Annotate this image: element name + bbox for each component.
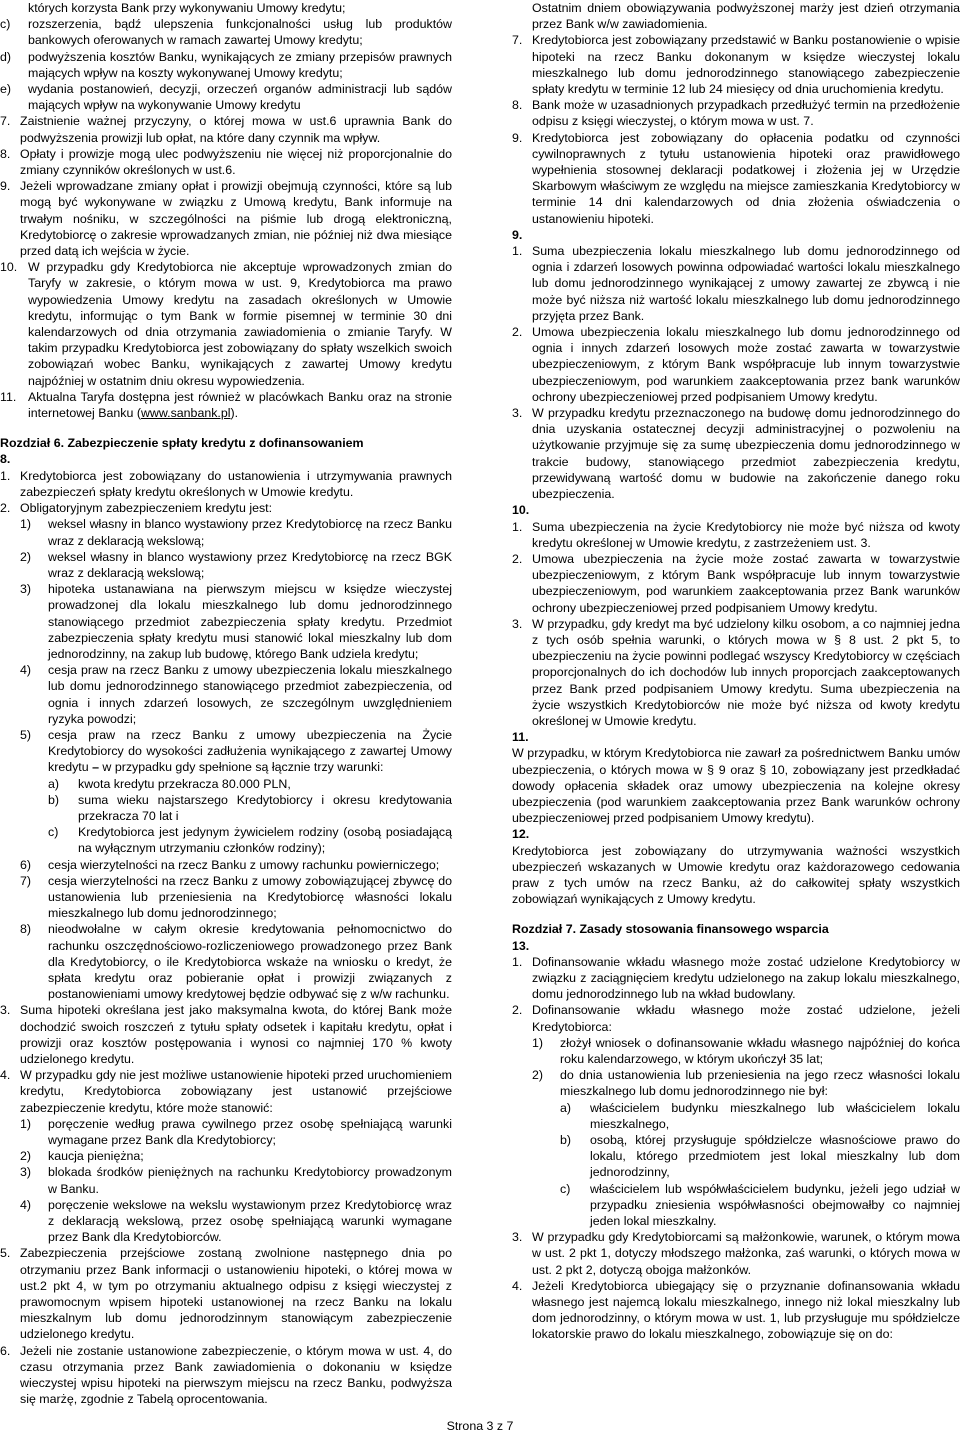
section-13-2-2-item-text: właścicielem lub współwłaścicielem budynku, jeżeli jego udział w przypadku zniesienia współwłasności obejmowałby co najmniej jeden lokal mieszkalny. (590, 1181, 960, 1229)
section-8-heading: 8. (0, 452, 11, 467)
item-number: 9. (512, 130, 523, 145)
section-13-item-3 (512, 1229, 960, 1278)
paragraph-number: 9. (0, 179, 11, 194)
item-number: b) (560, 1133, 572, 1148)
section-13-2-2-item-text: osobą, której przysługuje spółdzielcze własnościowe prawo do lokalu, którego przedmiotem jest lokal mieszkalny lub dom jednorodzinny, (590, 1133, 960, 1180)
temporary-security-item (20, 1197, 452, 1246)
section-8-item-2-text: Obligatoryjnym zabezpieczeniem kredytu jest: (20, 501, 273, 516)
chapter-7-heading: Rozdział 7. Zasady stosowania finansowego wsparcia (512, 922, 829, 937)
section-10-item (512, 519, 960, 551)
item-number: 2) (532, 1068, 544, 1083)
reason-list-item (0, 81, 452, 113)
section-11-heading: 11. (512, 730, 529, 745)
section-8-item-9 (512, 130, 960, 227)
item-number: 6) (20, 857, 32, 872)
temporary-security-item (20, 1148, 452, 1164)
section-10-item (512, 616, 960, 729)
item-number: 2. (512, 1003, 523, 1018)
paragraph-9 (0, 178, 452, 259)
security-list-b-item-text: nieodwołalne w całym okresie kredytowania pełnomocnictwo do rachunku oszczędnościowo-rozliczeniowego prowadzonego przez Bank dla Kredytobiorcy, o ile Kredytobiorca wskaże na wniosku o kredyt, że spłata kredytu oraz pobieranie opłat i prowizji związanych z postanowieniami umowy kredytowej będzie odbywać się z w/w rachunku. (48, 922, 452, 1002)
temporary-security-item-text: kaucja pieniężna; (48, 1149, 144, 1164)
item-number: 3. (512, 1230, 523, 1245)
section-12-text: Kredytobiorca jest zobowiązany do utrzymywania ważności wszystkich ubezpieczeń wskazanych w Umowie kredytu oraz każdorazowego cedowania praw z tych umów na rzecz Banku, aż do całkowitej spłaty wszystkich zobowiązań wynikających z Umowy kredytu. (512, 843, 960, 907)
page-number-footer: Strona 3 z 7 (446, 1418, 514, 1433)
temporary-security-item (20, 1164, 452, 1196)
item-number: 4. (0, 1068, 11, 1083)
section-13-item-4-text: Jeżeli Kredytobiorca ubiegający się o przyznanie dofinansowania wkładu własnego jest najemcą lokalu mieszkalnego, innego niż lokal mieszkalny lub dom jednorodzinny, o którym mowa w ust. 1, lub przysługuje mu spółdzielcze lokatorskie prawo do lokalu mieszkalnego, zobowiązuje się on do: (532, 1278, 960, 1342)
item-number: d) (0, 49, 12, 64)
section-9-item (512, 324, 960, 405)
paragraph-11-post: ). (230, 406, 239, 421)
temporary-security-item-text: poręczenie według prawa cywilnego przez osobę spełniającą warunki wymagane przez Bank dla Kredytobiorcy; (48, 1116, 452, 1148)
item-number: 1. (512, 519, 523, 534)
item-number: 3) (20, 1165, 32, 1180)
section-11-text: W przypadku, w którym Kredytobiorca nie zawarł za pośrednictwem Banku umów ubezpieczenia, o których mowa w § 9 oraz § 10, zobowiązany jest przedkładać dowody opłacenia składek oraz umowy ubezpieczenia na kolejne okresy ubezpieczenia (pod warunkiem zaakceptowania przez Bank warunków ochrony ubezpieczeniowej przed podpisaniem Umowy kredytu). (512, 746, 960, 826)
section-12-heading: 12. (512, 827, 530, 842)
life-insurance-condition-item (48, 792, 452, 824)
item-5-post: w przypadku gdy spełnione są łącznie trzy warunki: (98, 760, 384, 775)
item-number: 5) (20, 727, 32, 742)
section-10-item-text: Suma ubezpieczenia na życie Kredytobiorcy nie może być niższa od kwoty kredytu określonej w Umowie kredytu, z zastrzeżeniem ust. 3. (532, 519, 960, 550)
item-number: 4. (512, 1278, 523, 1293)
security-list-b-item-text: cesja wierzytelności na rzecz Banku z umowy zobowiązującej zbywcę do ustanowienia lub przeniesienia na Kredytobiorcę własności lokalu mieszkalnego lub domu jednorodzinnego; (48, 873, 452, 921)
section-9-heading: 9. (512, 227, 523, 242)
item-number: 2. (512, 325, 523, 340)
item-number: a) (48, 776, 60, 791)
item-number: 1) (532, 1035, 544, 1050)
section-13-item-1 (512, 954, 960, 1003)
paragraph-11-pre: Aktualna Taryfa dostępna jest również w placówkach Banku oraz na stronie internetowej Banku ( (28, 389, 452, 421)
section-8-item-6 (0, 1343, 452, 1408)
reason-list-item (0, 49, 452, 81)
section-8-item-7 (512, 32, 960, 97)
paragraph-9-text: Jeżeli wprowadzane zmiany opłat i prowizji obejmują czynności, które są lub mogą być wykonywane w związku z Umową kredytu, Bank informuje na trwałym nośniku, w szczególności na piśmie lub drogą elektroniczną, Kredytobiorcę o zakresie wprowadzanych zmian, nie później niż dwa miesiące przed datą ich wejścia w życie. (20, 179, 452, 259)
section-8-item-7-text: Kredytobiorca jest zobowiązany przedstawić w Banku postanowienie o wpisie hipoteki na rzecz Banku dokonanym w księdze wieczystej lokalu mieszkalnego lub domu jednorodzinnego stanowiącego zabezpieczenie spłaty kredytu w terminie 12 lub 24 miesięcy od dnia uruchomienia kredytu. (532, 33, 960, 97)
item-number: 1) (20, 1116, 32, 1131)
item-number: 3. (0, 1003, 11, 1018)
item-number: 3. (512, 406, 523, 421)
item-number: 6. (0, 1343, 11, 1358)
item-number: 3. (512, 616, 523, 631)
right-column (512, 0, 960, 1343)
section-9-item-text: W przypadku kredytu przeznaczonego na budowę domu jednorodzinnego do dnia uzyskania ostatecznej decyzji administracyjnej o pozwoleniu na użytkowanie przyjmuje się za sumę ubezpieczenia domu jednorodzinnego w trakcie budowy, stanowiącego przedmiot zabezpieczenia kredytu, przewidywaną wartość domu w budowie na zakończenie danego roku ubezpieczenia. (532, 406, 960, 502)
section-8-item-6-text: Jeżeli nie zostanie ustanowione zabezpieczenie, o którym mowa w ust. 4, do czasu otrzymania przez Bank zawiadomienia o dokonaniu w księdze wieczystej wpisu hipoteki na pierwszym miejscu na rzecz Banku, podwyższa się marżę, zgodnie z Tabelą oprocentowania. (20, 1343, 452, 1407)
temporary-security-item-text: poręczenie wekslowe na wekslu wystawionym przez Kredytobiorcę wraz z deklaracją wekslową, przez osobę spełniającą warunki wymagane przez Bank dla Kredytobiorców. (48, 1197, 452, 1245)
item-number: a) (560, 1100, 572, 1115)
item-number: 1. (0, 468, 11, 483)
left-column (0, 0, 452, 1407)
section-13-2-2-item (560, 1100, 960, 1132)
security-list-item (20, 549, 452, 581)
section-13-item-4 (512, 1278, 960, 1343)
section-8-item-1 (0, 468, 452, 500)
section-13-2-2-item (560, 1181, 960, 1230)
chapter-6-heading: Rozdział 6. Zabezpieczenie spłaty kredytu z dofinansowaniem (0, 436, 364, 451)
reason-list-item-text: wydania postanowień, decyzji, orzeczeń organów administracji lub sądów mających wpływ na wykonywanie Umowy kredytu (28, 82, 452, 113)
section-9-item-text: Suma ubezpieczenia lokalu mieszkalnego lub domu jednorodzinnego od ognia i zdarzeń losowych powinna odpowiadać wartości lokalu mieszkalnego lub domu jednorodzinnego wynikającej z umowy zawartej ze zbywcą i nie może być niższa niż wartość lokalu mieszkalnego lub domu jednorodzinnego przyjęta przez Bank. (532, 244, 960, 323)
life-insurance-condition-item-text: Kredytobiorca jest jedynym żywicielem rodziny (osobą posiadającą na wyłącznym utrzymaniu członków rodziny); (78, 825, 452, 856)
item-number: c) (560, 1181, 571, 1196)
section-13-2-2-item (560, 1132, 960, 1181)
item-5-pre: cesja praw na rzecz Banku z umowy ubezpieczenia na Życie Kredytobiorcy do wysokości zadłużenia wynikającego z zawartej Umowy kredytu (48, 727, 452, 775)
item-number: 7) (20, 873, 32, 888)
reason-list-item-text: rozszerzenia, bądź ulepszenia funkcjonalności usług lub produktów bankowych oferowanych w ramach zawartej Umowy kredytu; (28, 17, 452, 48)
section-8-item-8-text: Bank może w uzasadnionych przypadkach przedłużyć termin na przedłożenie odpisu z księgi wieczystej, o którym mowa w ust. 7. (532, 98, 960, 129)
item-number: 1) (20, 517, 32, 532)
section-13-2-item-text: złożył wniosek o dofinansowanie wkładu własnego najpóźniej do końca roku kalendarzowego, w którym ukończył 35 lat; (560, 1035, 960, 1066)
item-number: 2. (0, 501, 11, 516)
section-10-item-text: W przypadku, gdy kredyt ma być udzielony kilku osobom, a co najmniej jedna z tych osób spełnia warunki, o których mowa w § 8 ust. 2 pkt 5, to ubezpieczeniu na życie powinni podlegać wszyscy Kredytobiorcy w częściach proporcjonalnych do ich dochodów lub innych proporcjach zaakceptowanych przez Bank przed podpisaniem Umowy kredytu. Suma ubezpieczenia na życie wszystkich Kredytobiorców nie może być niższa od kwoty kredytu określonej w Umowie kredytu. (532, 616, 960, 728)
section-13-item-3-text: W przypadku gdy Kredytobiorcami są małżonkowie, warunek, o którym mowa w ust. 2 pkt 1, dotyczy młodszego małżonka, zaś warunki, o których mowa w ust. 2 pkt 2, dotyczą obojga małżonków. (532, 1230, 960, 1277)
section-8-2-item-5 (20, 727, 452, 776)
section-8-item-9-text: Kredytobiorca jest zobowiązany do opłacenia podatku od czynności cywilnoprawnych z tytułu ustanowienia hipoteki oraz prawidłowego wypełnienia stosownej deklaracji podatkowej i złożenia jej w Urzędzie Skarbowym właściwym ze względu na miejsce zamieszkania Kredytobiorcy w terminie 14 dni kalendarzowych od dnia złożenia oświadczenia o ustanowieniu hipoteki. (532, 130, 960, 226)
section-10-heading: 10. (512, 503, 530, 518)
sanbank-link[interactable]: www.sanbank.pl (140, 406, 231, 421)
section-8-item-4-text: W przypadku gdy nie jest możliwe ustanowienie hipoteki przed uruchomieniem kredytu, Kredytobiorca zobowiązany jest ustanowić przejściowe zabezpieczenie kredytu, które może stanowić: (20, 1068, 452, 1115)
section-8-item-5-text: Zabezpieczenia przejściowe zostaną zwolnione następnego dnia po otrzymaniu przez Bank informacji o ustanowieniu hipoteki, o której mowa w ust.2 pkt 4, w tym po otrzymaniu aktualnego odpisu z księgi wieczystej z prawomocnym wpisem hipoteki ustanowionej na rzecz Banku na lokalu mieszkalnym lub domu jednorodzinnym stanowiącym zabezpieczenie udzielonego kredytu. (20, 1246, 452, 1342)
item-number: 2) (20, 549, 32, 564)
item-number: e) (0, 82, 12, 97)
section-13-2-item (532, 1067, 960, 1099)
security-list-item-text: weksel własny in blanco wystawiony przez Kredytobiorcę na rzecz BGK wraz z deklaracją wekslową; (48, 549, 452, 580)
paragraph-8-text: Opłaty i prowizje mogą ulec podwyższeniu nie więcej niż proporcjonalnie do zmiany czynników określonych w ust.6. (20, 146, 452, 178)
section-13-2-item (532, 1035, 960, 1067)
paragraph-continuation: Ostatnim dniem obowiązywania podwyższonej marży jest dzień otrzymania przez Bank w/w zawiadomienia. (532, 1, 960, 32)
paragraph-number: 10. (0, 260, 18, 275)
life-insurance-condition-item-text: kwota kredytu przekracza 80.000 PLN, (78, 776, 291, 791)
item-number: 1. (512, 244, 523, 259)
paragraph-number: 8. (0, 146, 11, 161)
temporary-security-item-text: blokada środków pieniężnych na rachunku Kredytobiorcy prowadzonym w Banku. (48, 1165, 452, 1196)
section-8-2-item-5-text (48, 727, 452, 776)
reason-list-item (0, 16, 452, 48)
security-list-item (20, 516, 452, 548)
section-8-item-1-text: Kredytobiorca jest zobowiązany do ustanowienia i utrzymywania prawnych zabezpieczeń spłaty kredytu określonych w Umowie kredytu. (20, 468, 452, 499)
item-number: 2. (512, 551, 523, 566)
item-number: c) (0, 17, 11, 32)
section-8-item-3-text: Suma hipoteki określana jest jako maksymalna kwota, do której Bank może dochodzić swoich roszczeń z tytułu spłaty odsetek i kapitału kredytu, opłat i prowizji oraz kosztów postępowania i wynosi co najmniej 170 % kwoty udzielonego kredytu. (20, 1003, 452, 1066)
paragraph-7 (0, 113, 452, 145)
paragraph-number: 11. (0, 389, 17, 404)
item-number: 7. (512, 33, 523, 48)
section-8-item-4 (0, 1067, 452, 1116)
security-list-b-item (20, 921, 452, 1002)
life-insurance-condition-item (48, 776, 452, 792)
section-13-item-2 (512, 1002, 960, 1034)
item-number: c) (48, 825, 59, 840)
item-number: 1. (512, 954, 523, 969)
reason-list-item-text: podwyższenia kosztów Banku, wynikających ze zmiany przepisów prawnych mających wpływ na koszty wykonywanej Umowy kredytu; (28, 49, 452, 80)
section-8-item-5 (0, 1245, 452, 1342)
section-13-heading: 13. (512, 938, 530, 953)
section-9-item (512, 405, 960, 502)
paragraph-number: 7. (0, 114, 11, 129)
paragraph-11-text (28, 389, 452, 421)
section-9-item (512, 243, 960, 324)
security-list-b-item (20, 857, 452, 873)
item-number: 2) (20, 1149, 32, 1164)
item-5-dash: – (92, 760, 99, 775)
section-13-2-2-item-text: właścicielem budynku mieszkalnego lub właścicielem lokalu mieszkalnego, (590, 1100, 960, 1131)
paragraph-7-text: Zaistnienie ważnej przyczyny, o której mowa w ust.6 uprawnia Bank do podwyższenia prowizji lub opłat, na które dany czynnik ma wpływ. (20, 114, 452, 145)
security-list-item-text: weksel własny in blanco wystawiony przez Kredytobiorcę na rzecz Banku wraz z deklaracją wekslową; (48, 517, 452, 548)
item-number: 3) (20, 582, 32, 597)
section-13-2-item-text: do dnia ustanowienia lub przeniesienia na jego rzecz własności lokalu mieszkalnego lub domu jednorodzinnego nie był: (560, 1068, 960, 1099)
item-number: b) (48, 792, 60, 807)
security-list-item-text: cesja praw na rzecz Banku z umowy ubezpieczenia lokalu mieszkalnego lub domu jednorodzinnego stanowiącego przedmiot zabezpieczenia, od ognia i innych zdarzeń losowych, ze szczególnym uwzględnieniem ryzyka powodzi; (48, 663, 452, 726)
temporary-security-item (20, 1116, 452, 1148)
paragraph-10 (0, 259, 452, 389)
paragraph-intro: których korzysta Bank przy wykonywaniu Umowy kredytu; (28, 1, 346, 15)
section-13-item-2-text: Dofinansowanie wkładu własnego może zostać udzielone, jeżeli Kredytobiorca: (532, 1003, 960, 1034)
security-list-item-text: hipoteka ustanawiana na pierwszym miejscu w księdze wieczystej prowadzonej dla lokalu mieszkalnego lub domu jednorodzinnego stanowiącego przedmiot zabezpieczenia spłaty kredytu. Przedmiot zabezpieczenia spłaty kredytu musi stanowić lokal mieszkalny lub dom jednorodzinny, na zakup lub budowę, którego Bank udziela kredytu; (48, 582, 452, 661)
paragraph-11 (0, 389, 452, 421)
security-list-b-item-text: cesja wierzytelności na rzecz Banku z umowy rachunku powierniczego; (48, 857, 440, 872)
security-list-b-item (20, 873, 452, 922)
section-10-item (512, 551, 960, 616)
paragraph-10-text: W przypadku gdy Kredytobiorca nie akceptuje wprowadzonych zmian do Taryfy w zakresie, o którym mowa w ust. 9, Kredytobiorca ma prawo wypowiedzenia Umowy kredytu na zasadach określonych w Umowie kredytu, informując o tym Bank w formie pisemnej w terminie 30 dni kalendarzowych od dnia otrzymania zawiadomienia o zmianie Taryfy. W takim przypadku Kredytobiorca jest zobowiązany do spłaty wszelkich swoich zobowiązań wobec Banku, wynikających z zawartej Umowy kredytu najpóźniej w ostatnim dniu okresu wypowiedzenia. (28, 260, 452, 388)
section-9-item-text: Umowa ubezpieczenia lokalu mieszkalnego lub domu jednorodzinnego od ognia i innych zdarzeń losowych może zostać zawarta w towarzystwie ubezpieczeniowym, z którym Bank współpracuje lub innym towarzystwie ubezpieczeniowym, pod warunkiem zaakceptowania przez bank warunków ochrony ubezpieczeniowej przed podpisaniem Umowy kredytu. (532, 325, 960, 404)
item-number: 8) (20, 922, 32, 937)
section-8-item-8 (512, 97, 960, 129)
section-13-item-1-text: Dofinansowanie wkładu własnego może zostać udzielone Kredytobiorcy w związku z zaciągnięciem kredytu udzielonego na zakup lokalu mieszkalnego, domu jednorodzinnego lub na wkład budowlany. (532, 954, 960, 1002)
section-8-item-3 (0, 1002, 452, 1067)
security-list-item (20, 662, 452, 727)
item-number: 4) (20, 663, 32, 678)
item-number: 5. (0, 1246, 11, 1261)
section-8-item-2 (0, 500, 452, 516)
item-number: 4) (20, 1197, 32, 1212)
paragraph-8 (0, 146, 452, 178)
life-insurance-condition-item (48, 824, 452, 856)
life-insurance-condition-item-text: suma wieku najstarszego Kredytobiorcy i okresu kredytowania przekracza 70 lat i (78, 792, 452, 823)
item-number: 8. (512, 98, 523, 113)
security-list-item (20, 581, 452, 662)
section-10-item-text: Umowa ubezpieczenia na życie może zostać zawarta w towarzystwie ubezpieczeniowym, z którym Bank współpracuje lub innym towarzystwie ubezpieczeniowym, pod warunkiem zaakceptowania przez Bank warunków ochrony ubezpieczeniowej przed podpisaniem Umowy kredytu. (532, 551, 960, 615)
